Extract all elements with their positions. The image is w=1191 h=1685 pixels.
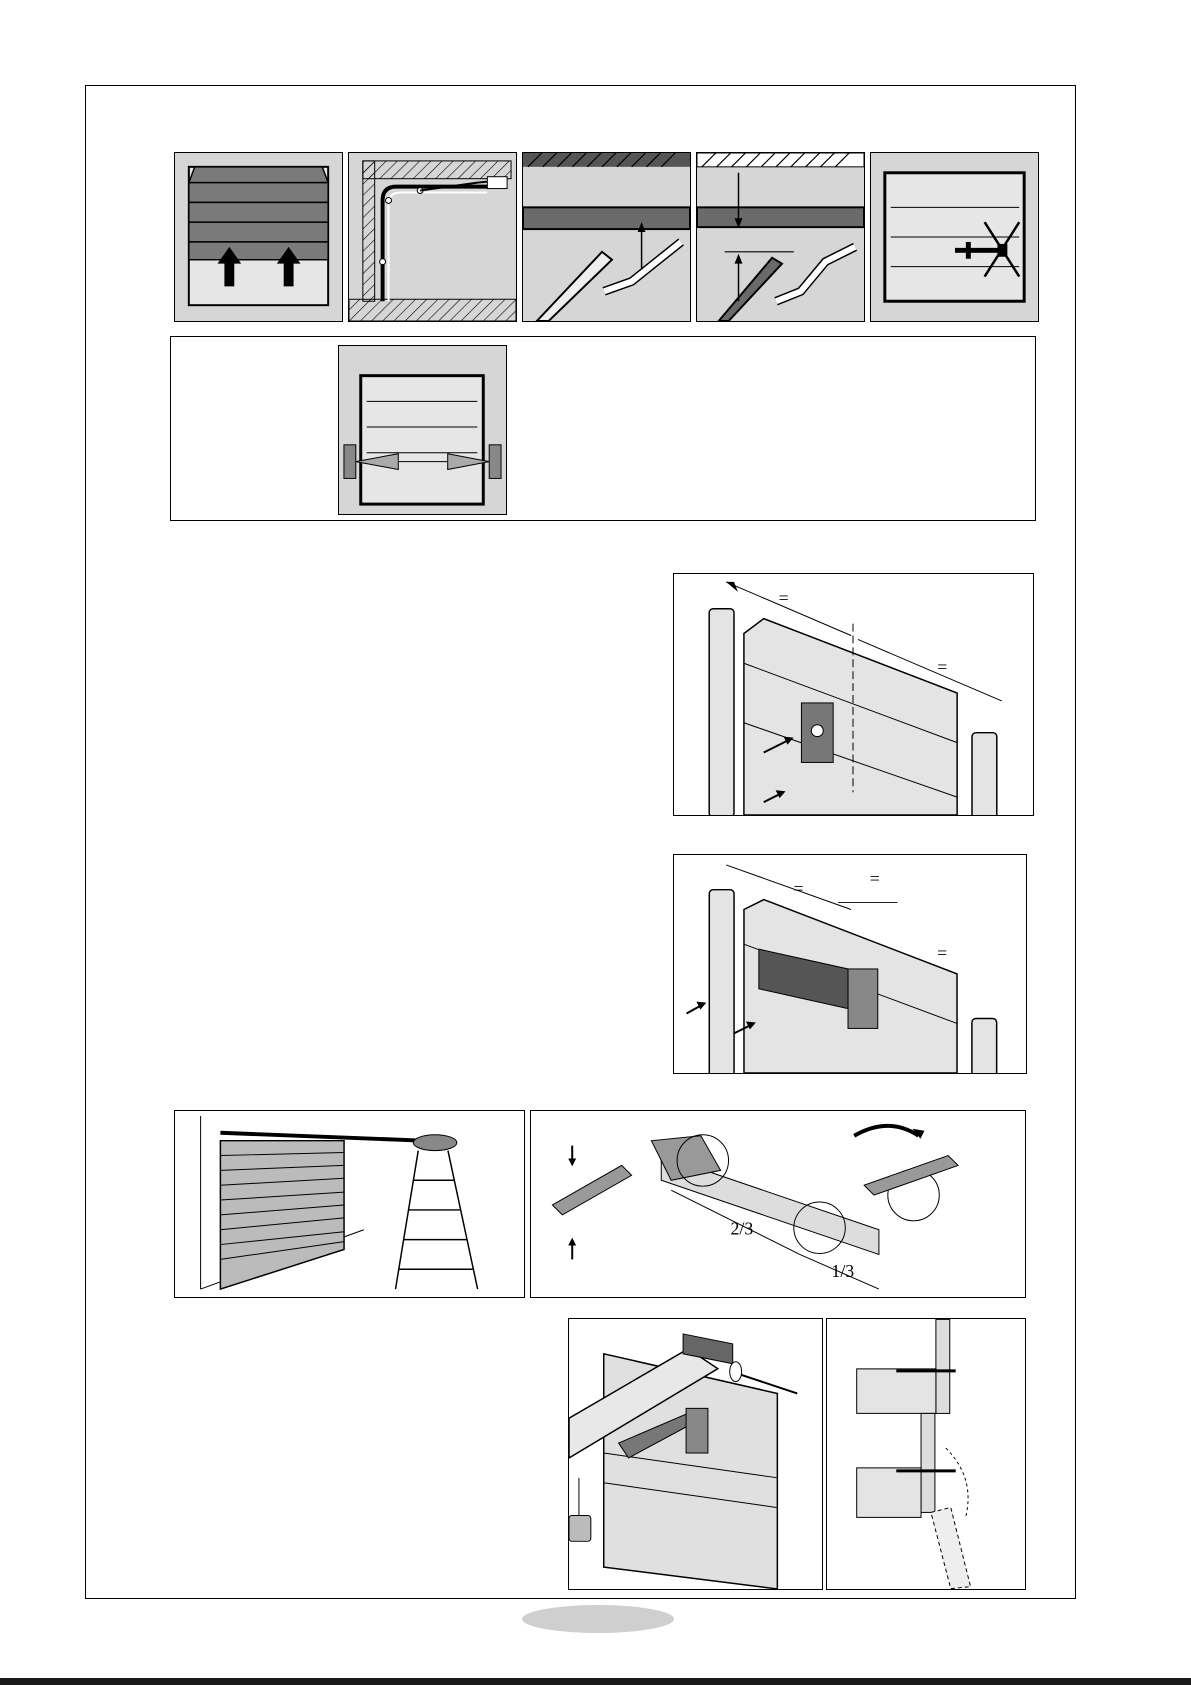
equal-mark: = [937, 657, 948, 678]
bracket-detail-figure [826, 1318, 1026, 1590]
bracket-mounting-illustration [674, 574, 1033, 815]
arm-open-illustration [523, 153, 690, 321]
door-lift-tile [174, 152, 343, 322]
rail-lift-figure [174, 1110, 525, 1298]
rail-assembly-figure [530, 1110, 1026, 1298]
equal-mark: = [937, 943, 948, 964]
down-arrow-icon [568, 1146, 576, 1167]
lock-removal-illustration [871, 153, 1038, 321]
arm-open-tile [522, 152, 691, 322]
one-third-mark: 1/3 [831, 1261, 855, 1282]
rail-assembly-illustration [531, 1111, 1025, 1297]
door-lift-illustration [175, 153, 342, 321]
two-thirds-mark: 2/3 [730, 1218, 754, 1239]
bracket-assembly-illustration [674, 855, 1026, 1073]
arm-attachment-illustration [569, 1319, 822, 1589]
bracket-figure-1 [673, 573, 1034, 816]
door-track-illustration [349, 153, 516, 321]
rotate-arrow-icon [854, 1126, 924, 1139]
lock-removal-tile [870, 152, 1039, 322]
bracket-detail-illustration [827, 1319, 1025, 1589]
bracket-figure-2 [673, 854, 1027, 1074]
photocell-tile [338, 345, 507, 515]
up-arrow-icon [568, 1238, 576, 1260]
arm-closed-illustration [697, 153, 864, 321]
rail-lift-illustration [175, 1111, 524, 1297]
push-arrow-icon [687, 1002, 707, 1014]
equal-mark: = [869, 868, 880, 889]
photocell-illustration [339, 346, 506, 514]
photocell-box [170, 336, 1036, 521]
page-number-oval [522, 1605, 674, 1633]
door-track-tile [348, 152, 517, 322]
bottom-rule [0, 1678, 1191, 1685]
arm-closed-tile [696, 152, 865, 322]
equal-mark: = [778, 587, 789, 608]
equal-mark: = [793, 878, 804, 899]
arm-attachment-figure [568, 1318, 823, 1590]
